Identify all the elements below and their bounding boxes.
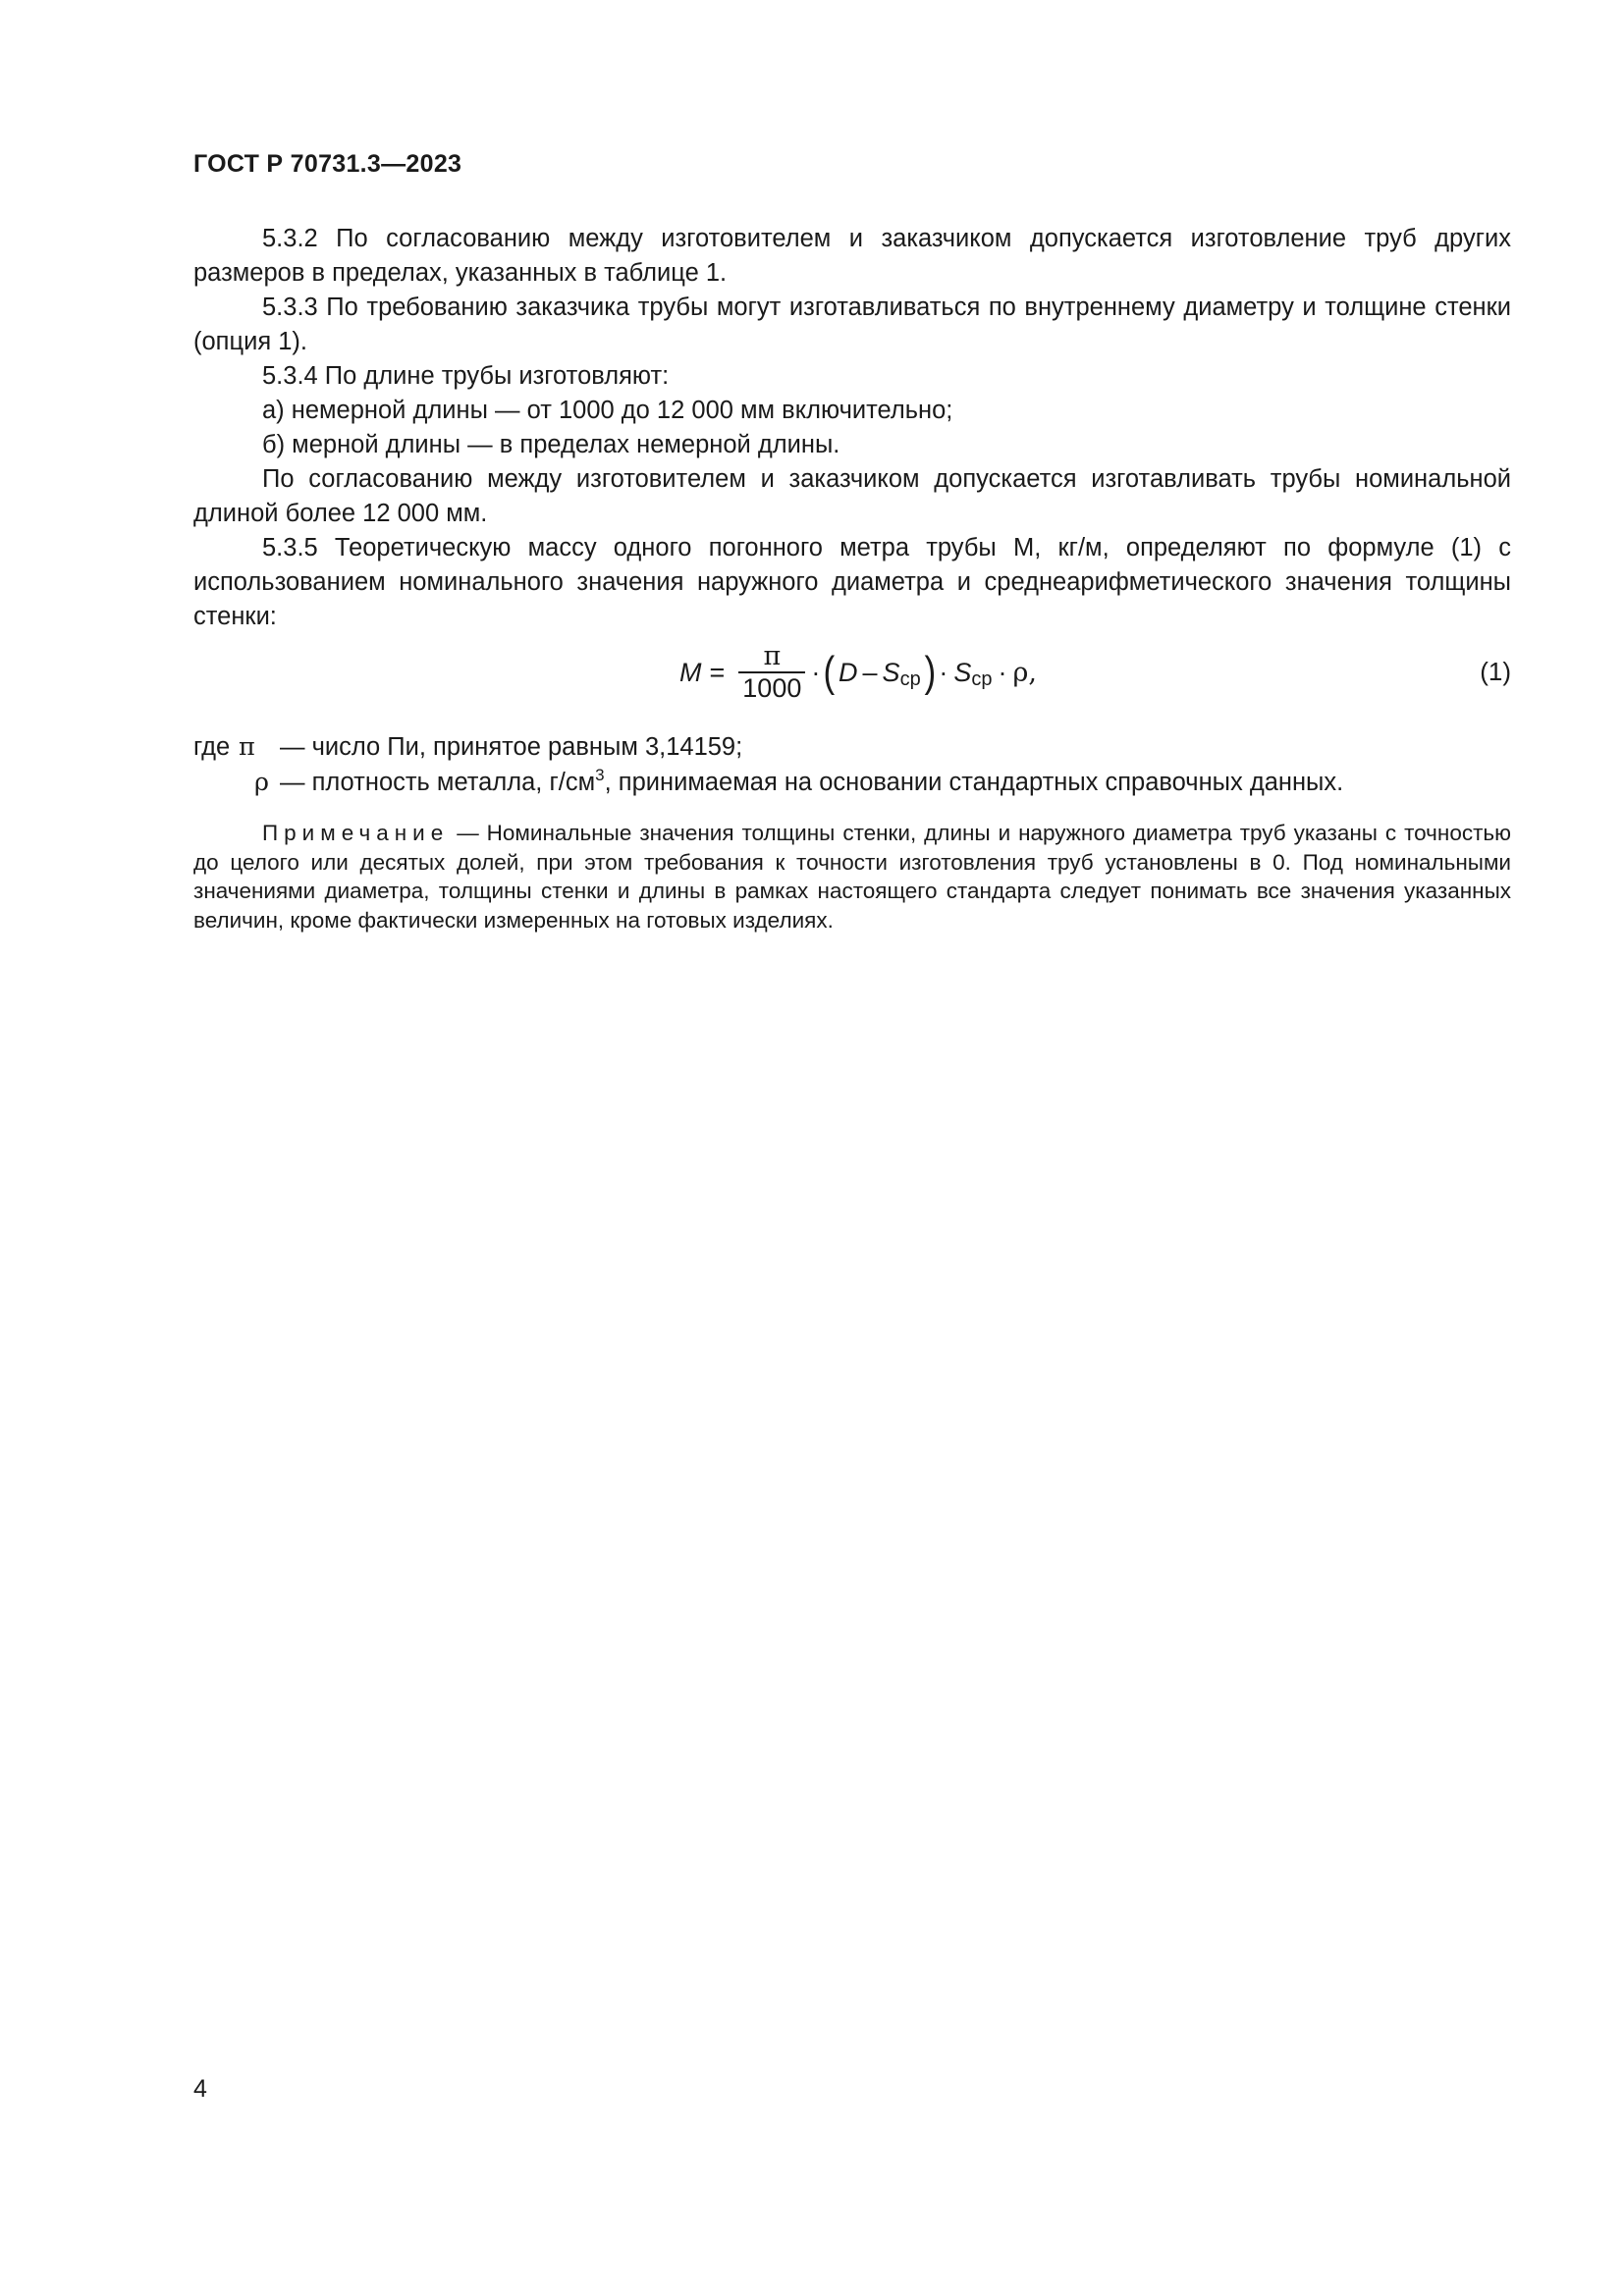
document-header: ГОСТ Р 70731.3—2023 [193,150,462,178]
formula-subscript: ср [899,667,921,690]
legend-rho-text: — плотность металла, $г/см^3$, принимаемая на основании стандартных справочных данных. [280,766,1344,796]
formula-lhs: M [679,657,702,687]
mass-formula [679,642,1037,703]
paragraph-5-3-2: 5.3.2 По согласованию между изготовителем и заказчиком допускается изготовление труб других размеров в пределах, указанных в таблице 1. [193,225,1511,287]
formula-subscript: ср [971,667,993,690]
formula-equals: = [709,657,726,687]
formula-d: D [839,657,858,687]
note-label: Примечание [262,821,450,845]
open-paren: ( [823,648,836,696]
list-item-a: а) немерной длины — от 1000 до 12 000 мм включительно; [262,397,953,424]
paragraph-5-3-4: 5.3.4 По длине трубы изготовляют: [262,362,670,390]
close-paren: ) [924,648,936,696]
legend-rho-symbol: ρ [254,768,269,797]
formula-s: S [953,657,972,687]
legend-row-pi [193,730,1511,766]
list-item-b: б) мерной длины — в пределах немерной длины. [262,431,840,458]
multiply-dot: · [998,657,1007,687]
multiply-dot: · [811,657,821,687]
legend-pi-text: — число Пи, принятое равным 3,14159; [280,733,743,761]
paragraph-5-3-3: 5.3.3 По требованию заказчика трубы могут изготавливаться по внутреннему диаметру и толщине стенки (опция 1). [193,294,1511,355]
paragraph-length-agreement: По согласованию между изготовителем и заказчиком допускается изготавливать трубы номинальной длиной более 12 000 мм. [193,465,1511,527]
formula-rho: ρ, [1012,657,1037,688]
formula-minus: – [862,657,878,687]
legend-where: где [193,733,231,761]
formula-legend [193,730,1511,801]
formula-block [193,636,1511,709]
page-number: 4 [193,2075,207,2103]
note [193,819,1511,934]
paragraph-5-3-5: 5.3.5 Теоретическую массу одного погонного метра трубы М, кг/м, определяют по формуле (1) с использованием номинального значения наружного диаметра и среднеарифметического значения толщины стенки: [193,534,1511,630]
formula-s: S [882,657,900,687]
multiply-dot: · [939,657,948,687]
formula-fraction [738,642,805,703]
note-text: — Номинальные значения толщины стенки, длины и наружного диаметра труб указаны с точностью до целого или десятых долей, при этом требования к точности изготовления труб установлены в 0. Под номинальными значениями диаметра, толщины стенки и длины в рамках настоящего стандарта следует понимать все значения указанных величин, кроме фактически измеренных на готовых изделиях. [193,821,1511,933]
legend-pi-symbol: π [239,732,255,762]
document-body [193,222,1511,934]
fraction-numerator: π [763,641,782,671]
legend-row-rho [193,766,1511,801]
equation-number: (1) [1480,657,1511,686]
fraction-denominator: 1000 [738,671,805,703]
